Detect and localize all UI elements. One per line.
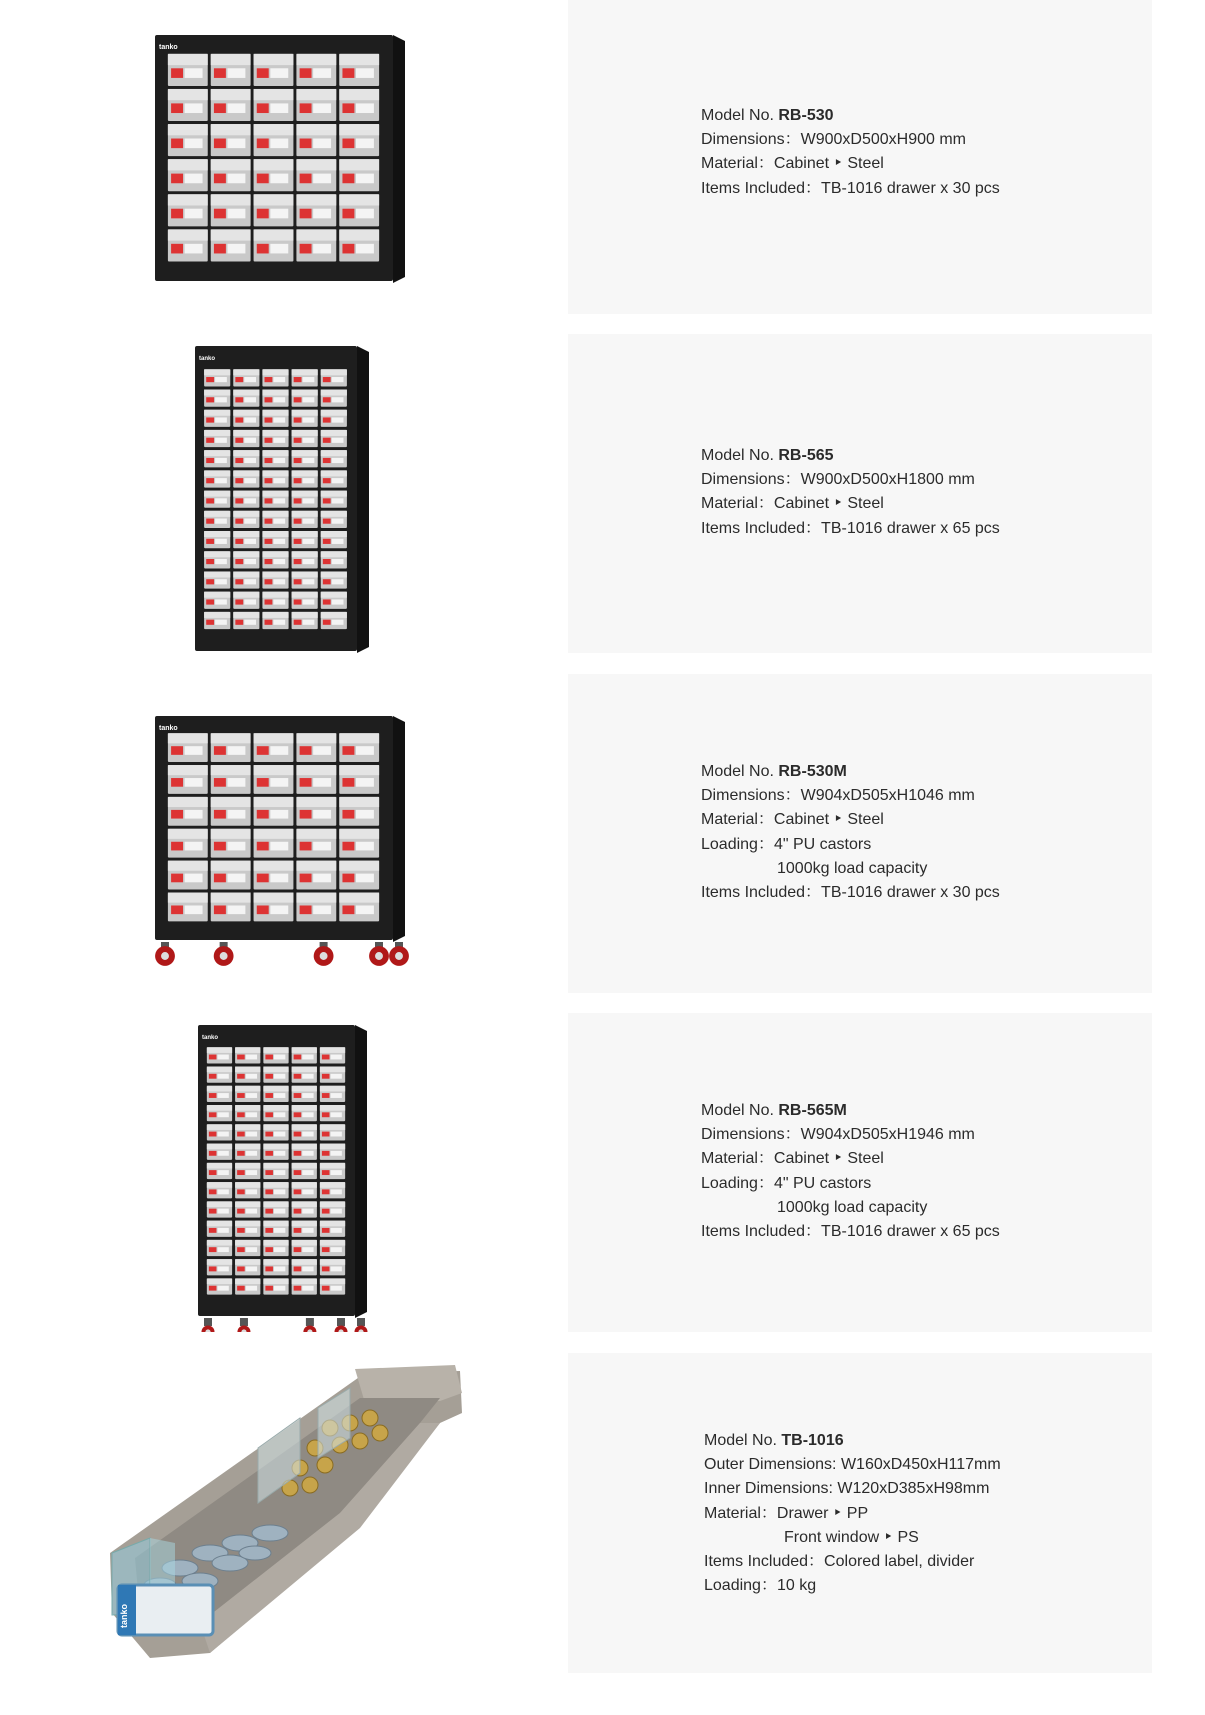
product-row-rb-530 xyxy=(0,0,1205,314)
drawer-item xyxy=(339,89,379,121)
drawer-item xyxy=(233,571,259,588)
cabinet-rb-530m-image xyxy=(0,674,560,993)
drawer-item xyxy=(263,1182,288,1198)
drawer-item xyxy=(235,1259,260,1275)
drawer-item xyxy=(263,1105,288,1121)
drawer-item xyxy=(211,797,251,826)
items-included-text: Items Included：Colored label, divider xyxy=(704,1553,975,1571)
drawer-item xyxy=(296,54,336,86)
drawer-item xyxy=(207,1124,232,1140)
drawer-item xyxy=(320,1240,345,1256)
drawer-item xyxy=(292,531,318,548)
drawer-item xyxy=(292,450,318,467)
drawer-item xyxy=(211,159,251,191)
product-image-cell xyxy=(0,1013,560,1332)
items-included-text: Items Included：TB-1016 drawer x 30 pcs xyxy=(701,884,1000,902)
drawer-item xyxy=(233,592,259,609)
product-row-rb-530m xyxy=(0,674,1205,993)
drawer-item xyxy=(339,54,379,86)
drawer-item xyxy=(207,1163,232,1179)
product-image-cell xyxy=(0,0,560,314)
cabinet-rb-565m-image xyxy=(0,1013,560,1332)
model-number: Model No. RB-565M xyxy=(701,1102,847,1119)
drawer-item xyxy=(296,159,336,191)
drawer-item xyxy=(263,1124,288,1140)
spec-panel xyxy=(568,1013,1152,1332)
drawer-item xyxy=(254,893,294,922)
drawer-item xyxy=(263,1259,288,1275)
drawer-item xyxy=(321,612,347,629)
drawer-item xyxy=(339,765,379,794)
drawer-item xyxy=(292,1163,317,1179)
drawer-item xyxy=(292,389,318,406)
drawer-item xyxy=(262,430,288,447)
drawer-item xyxy=(204,592,230,609)
drawer-item xyxy=(211,765,251,794)
drawer-item xyxy=(320,1124,345,1140)
drawer-item xyxy=(211,893,251,922)
drawer-item xyxy=(339,124,379,156)
drawer-item xyxy=(320,1221,345,1237)
drawer-item xyxy=(235,1182,260,1198)
drawer-item xyxy=(207,1066,232,1082)
drawer-item xyxy=(292,1221,317,1237)
dimensions-text: Dimensions：W900xD500xH900 mm xyxy=(701,131,966,149)
drawer-item xyxy=(296,89,336,121)
drawer-item xyxy=(207,1047,232,1063)
drawer-item xyxy=(233,531,259,548)
model-number: Model No. RB-565 xyxy=(701,447,834,464)
spec-panel xyxy=(568,1353,1152,1673)
drawer-item xyxy=(207,1221,232,1237)
dimensions-text: Dimensions：W904xD505xH1946 mm xyxy=(701,1126,975,1144)
drawer-item xyxy=(292,470,318,487)
drawer-item xyxy=(168,893,208,922)
drawer-item xyxy=(207,1201,232,1217)
loading-text: Loading：4" PU castors xyxy=(701,835,872,853)
drawer-item xyxy=(292,1182,317,1198)
drawer-item xyxy=(321,571,347,588)
brand-logo-text: tanko xyxy=(202,1035,219,1041)
brand-logo-text: tanko xyxy=(199,356,216,362)
drawer-item xyxy=(168,159,208,191)
drawer-item xyxy=(204,491,230,508)
drawer-item xyxy=(207,1259,232,1275)
drawer-item xyxy=(292,1278,317,1294)
drawer-item xyxy=(296,229,336,261)
drawer-item xyxy=(263,1221,288,1237)
drawer-item xyxy=(254,124,294,156)
drawer-item xyxy=(321,511,347,528)
drawer-item xyxy=(233,410,259,427)
spec-text xyxy=(701,760,1000,905)
loading-text: Loading：4" PU castors xyxy=(701,1174,872,1192)
castor-wheel xyxy=(201,1318,214,1332)
spec-text xyxy=(701,444,1000,541)
drawer-item xyxy=(254,829,294,858)
drawer-item xyxy=(233,551,259,568)
drawer-item xyxy=(292,1144,317,1160)
drawer-item xyxy=(292,1066,317,1082)
drawer-item xyxy=(321,470,347,487)
castor-wheel xyxy=(303,1318,316,1332)
material-text: Material：Cabinet ‣ Steel xyxy=(701,811,884,829)
drawer-item xyxy=(262,410,288,427)
drawer-item xyxy=(320,1144,345,1160)
drawer-item xyxy=(254,89,294,121)
items-included-text: Items Included：TB-1016 drawer x 30 pcs xyxy=(701,179,1000,197)
spec-text xyxy=(701,104,1000,201)
drawer-item xyxy=(321,450,347,467)
drawer-item xyxy=(235,1086,260,1102)
model-number: Model No. RB-530M xyxy=(701,763,847,780)
drawer-item xyxy=(262,612,288,629)
drawer-item xyxy=(321,491,347,508)
product-image-cell xyxy=(0,674,560,993)
brand-label: tanko xyxy=(119,1603,129,1628)
drawer-item xyxy=(321,369,347,386)
drawer-item xyxy=(204,571,230,588)
drawer-item xyxy=(262,531,288,548)
model-number: Model No. RB-530 xyxy=(701,107,834,124)
drawer-item xyxy=(254,797,294,826)
drawer-item xyxy=(211,124,251,156)
drawer-item xyxy=(320,1086,345,1102)
loading-text: Loading：10 kg xyxy=(704,1577,817,1595)
drawer-item xyxy=(339,797,379,826)
drawer-item xyxy=(292,1105,317,1121)
drawer-item xyxy=(235,1066,260,1082)
drawer-item xyxy=(321,410,347,427)
spec-text xyxy=(704,1429,1001,1598)
drawer-item xyxy=(263,1066,288,1082)
drawer-item xyxy=(262,389,288,406)
drawer-item xyxy=(204,389,230,406)
drawer-item xyxy=(233,470,259,487)
cabinet-rb-530-image xyxy=(0,0,560,314)
items-included-text: Items Included：TB-1016 drawer x 65 pcs xyxy=(701,1223,1000,1241)
material-text: Material：Drawer ‣ PP xyxy=(704,1504,869,1522)
drawer-item xyxy=(254,861,294,890)
drawer-item xyxy=(292,1201,317,1217)
drawer-item xyxy=(296,797,336,826)
drawer-item xyxy=(254,765,294,794)
drawer-item xyxy=(263,1086,288,1102)
drawer-item xyxy=(204,450,230,467)
drawer-item xyxy=(235,1278,260,1294)
drawer-item xyxy=(296,765,336,794)
material-text: Material：Cabinet ‣ Steel xyxy=(701,1150,884,1168)
drawer-item xyxy=(211,194,251,226)
drawer-item xyxy=(263,1278,288,1294)
drawer-item xyxy=(233,430,259,447)
drawer-item xyxy=(207,1086,232,1102)
drawer-item xyxy=(254,733,294,762)
drawer-tb-1016-image xyxy=(0,1353,560,1673)
drawer-item xyxy=(235,1221,260,1237)
drawer-item xyxy=(263,1240,288,1256)
drawer-item xyxy=(207,1182,232,1198)
drawer-item xyxy=(207,1144,232,1160)
material-text: Material：Cabinet ‣ Steel xyxy=(701,155,884,173)
drawer-item xyxy=(292,1240,317,1256)
drawer-item xyxy=(292,571,318,588)
castor-wheel xyxy=(237,1318,250,1332)
spec-panel xyxy=(568,0,1152,314)
drawer-item xyxy=(320,1105,345,1121)
drawer-item xyxy=(292,511,318,528)
drawer-item xyxy=(168,124,208,156)
drawer-item xyxy=(168,733,208,762)
model-number: Model No. TB-1016 xyxy=(704,1432,844,1449)
castor-wheel xyxy=(369,942,389,966)
material-text: Material：Cabinet ‣ Steel xyxy=(701,495,884,513)
outer-dimensions-text: Outer Dimensions: W160xD450xH117mm xyxy=(704,1456,1001,1474)
drawer-item xyxy=(235,1144,260,1160)
drawer-item xyxy=(292,410,318,427)
drawer-item xyxy=(262,551,288,568)
drawer-item xyxy=(321,592,347,609)
drawer-item xyxy=(292,491,318,508)
product-image-cell xyxy=(0,1353,560,1673)
drawer-item xyxy=(339,893,379,922)
front-window-text: Front window ‣ PS xyxy=(784,1528,919,1546)
drawer-item xyxy=(254,54,294,86)
drawer-item xyxy=(235,1124,260,1140)
drawer-item xyxy=(296,861,336,890)
drawer-item xyxy=(339,861,379,890)
drawer-item xyxy=(263,1201,288,1217)
drawer-item xyxy=(204,369,230,386)
drawer-item xyxy=(320,1278,345,1294)
drawer-item xyxy=(292,612,318,629)
drawer-item xyxy=(262,470,288,487)
drawer-item xyxy=(292,1047,317,1063)
drawer-item xyxy=(233,450,259,467)
drawer-item xyxy=(168,54,208,86)
drawer-item xyxy=(339,159,379,191)
spec-panel xyxy=(568,674,1152,993)
drawer-item xyxy=(320,1047,345,1063)
drawer-item xyxy=(211,829,251,858)
drawer-item xyxy=(233,511,259,528)
product-row-rb-565m xyxy=(0,1013,1205,1332)
drawer-item xyxy=(339,194,379,226)
drawer-item xyxy=(321,430,347,447)
dimensions-text: Dimensions：W904xD505xH1046 mm xyxy=(701,787,975,805)
items-included-text: Items Included：TB-1016 drawer x 65 pcs xyxy=(701,519,1000,537)
drawer-item xyxy=(235,1105,260,1121)
castor-wheel xyxy=(314,942,334,966)
castor-wheel xyxy=(155,942,175,966)
drawer-item xyxy=(168,89,208,121)
drawer-item xyxy=(211,861,251,890)
drawer-item xyxy=(320,1182,345,1198)
drawer-item xyxy=(235,1201,260,1217)
inner-dimensions-text: Inner Dimensions: W120xD385xH98mm xyxy=(704,1480,990,1498)
drawer-item xyxy=(207,1105,232,1121)
drawer-item xyxy=(296,124,336,156)
drawer-item xyxy=(235,1047,260,1063)
drawer-item xyxy=(292,592,318,609)
castor-wheel xyxy=(389,942,409,966)
drawer-item xyxy=(233,612,259,629)
drawer-item xyxy=(235,1240,260,1256)
drawer-item xyxy=(262,592,288,609)
drawer-item xyxy=(321,389,347,406)
drawer-item xyxy=(292,551,318,568)
castor-wheel xyxy=(214,942,234,966)
drawer-item xyxy=(262,450,288,467)
drawer-item xyxy=(320,1259,345,1275)
drawer-item xyxy=(262,511,288,528)
drawer-item xyxy=(233,369,259,386)
load-capacity-text: 1000kg load capacity xyxy=(777,859,928,877)
product-row-tb-1016 xyxy=(0,1353,1205,1673)
drawer-item xyxy=(292,1086,317,1102)
drawer-item xyxy=(292,1259,317,1275)
product-image-cell xyxy=(0,334,560,653)
drawer-item xyxy=(254,229,294,261)
drawer-item xyxy=(235,1163,260,1179)
drawer-item xyxy=(204,551,230,568)
drawer-item xyxy=(168,829,208,858)
drawer-item xyxy=(211,229,251,261)
drawer-item xyxy=(168,194,208,226)
castor-wheel xyxy=(334,1318,347,1332)
spec-panel xyxy=(568,334,1152,653)
drawer-item xyxy=(320,1201,345,1217)
drawer-item xyxy=(204,531,230,548)
drawer-item xyxy=(233,389,259,406)
drawer-item xyxy=(204,410,230,427)
drawer-item xyxy=(263,1163,288,1179)
drawer-item xyxy=(204,430,230,447)
drawer-item xyxy=(168,229,208,261)
drawer-item xyxy=(296,893,336,922)
drawer-item xyxy=(168,765,208,794)
drawer-item xyxy=(292,369,318,386)
drawer-item xyxy=(292,1124,317,1140)
brand-logo-text: tanko xyxy=(159,44,178,51)
drawer-item xyxy=(207,1240,232,1256)
drawer-item xyxy=(296,194,336,226)
drawer-item xyxy=(263,1047,288,1063)
brand-logo-text: tanko xyxy=(159,725,178,732)
drawer-item xyxy=(262,369,288,386)
load-capacity-text: 1000kg load capacity xyxy=(777,1198,928,1216)
drawer-item xyxy=(296,733,336,762)
drawer-item xyxy=(254,194,294,226)
castor-wheel xyxy=(354,1318,367,1332)
drawer-item xyxy=(296,829,336,858)
drawer-item xyxy=(321,531,347,548)
drawer-item xyxy=(263,1144,288,1160)
drawer-item xyxy=(339,829,379,858)
product-row-rb-565 xyxy=(0,334,1205,653)
drawer-item xyxy=(292,430,318,447)
drawer-item xyxy=(254,159,294,191)
drawer-item xyxy=(211,733,251,762)
drawer-item xyxy=(339,733,379,762)
drawer-item xyxy=(320,1163,345,1179)
spec-text xyxy=(701,1099,1000,1244)
dimensions-text: Dimensions：W900xD500xH1800 mm xyxy=(701,471,975,489)
drawer-item xyxy=(211,54,251,86)
drawer-item xyxy=(204,470,230,487)
drawer-item xyxy=(207,1278,232,1294)
drawer-item xyxy=(262,491,288,508)
drawer-item xyxy=(168,797,208,826)
drawer-item xyxy=(168,861,208,890)
drawer-item xyxy=(204,511,230,528)
drawer-item xyxy=(262,571,288,588)
drawer-item xyxy=(339,229,379,261)
drawer-item xyxy=(211,89,251,121)
drawer-item xyxy=(233,491,259,508)
cabinet-rb-565-image xyxy=(0,334,560,653)
drawer-item xyxy=(321,551,347,568)
drawer-item xyxy=(204,612,230,629)
drawer-item xyxy=(320,1066,345,1082)
